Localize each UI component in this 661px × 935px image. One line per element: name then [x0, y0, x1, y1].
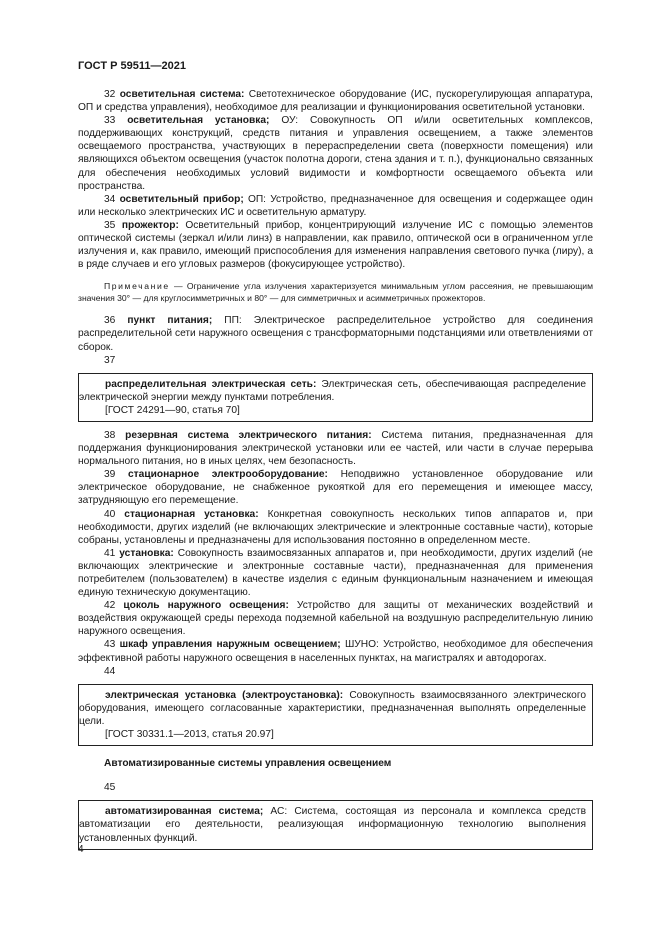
entry-number-44: 44: [104, 665, 116, 677]
section-title: Автоматизированные системы управления освещением: [104, 758, 392, 770]
entry-number: 32: [104, 89, 116, 100]
entry-number: 40: [104, 508, 116, 520]
term-entry-34: [78, 193, 593, 219]
source-reference: [ГОСТ 24291—90, статья 70]: [105, 404, 240, 416]
term-entry-33: [78, 114, 593, 193]
term-entry-37: [79, 378, 586, 404]
entry-number: 34: [104, 193, 116, 205]
entry-number: 33: [104, 115, 116, 127]
entry-number-37: 37: [104, 354, 116, 366]
term-name: шкаф управления наружным освещением;: [119, 639, 341, 651]
term-definition: ОУ: Совокупность ОП и/или осветительных комплексов, поддерживающих конструкций, средств питания и управления освещением, а также элементов освещаемого пространства, участвующих в перераспределении света (поверхности помещения) или являющихся объектом освещения (участок полотна дороги, стена здания и т. п.), функционально связанных для обеспечения необходимых условий видимости и комфортности освещаемого объекта или пространства.: [78, 115, 593, 192]
term-entry-32: [78, 88, 593, 114]
page-number: 4: [78, 844, 84, 855]
term-definition: АС: Система, состоящая из персонала и комплекса средств автоматизации его деятельности, реализующая информационную технологию выполнения установленных функций.: [79, 806, 586, 844]
term-name: автоматизированная система;: [105, 806, 264, 818]
note-text: — Ограничение угла излучения характеризуется минимальным углом рассеяния, не превышающим значения 30° — для круглосимметричных и 80° — для симметричных и асимметричных прожекторов.: [78, 281, 593, 303]
term-entry-43: [78, 638, 593, 664]
term-entry-38: [78, 429, 593, 468]
document-body: [78, 88, 593, 857]
entry-number: 39: [104, 469, 116, 481]
term-box-44: [78, 684, 593, 746]
term-definition: Конкретная совокупность нескольких типов аппаратов и, при необходимости, других изделий (не включающих электрические и электронные составные части), которые собраны, установлены и предназначены для использования постоянно в определенном месте.: [78, 508, 593, 546]
term-box-37: [78, 373, 593, 422]
term-definition: ПП: Электрическое распределительное устройство для соединения распределительной сети наружного освещения с трансформаторными подстанциями или ответвлениями от сборок.: [78, 315, 593, 353]
term-entry-36: [78, 314, 593, 353]
term-entry-45: [79, 805, 586, 844]
term-definition: Совокупность взаимосвязанного электрического оборудования, имеющего согласованные характеристики, предназначенная выполнять определенные цели.: [79, 689, 586, 727]
term-entry-39: [78, 468, 593, 507]
term-definition: Совокупность взаимосвязанных аппаратов и, при необходимости, других изделий (не включающих электрические и электронные составные части), предназначенная для применения потребителем (пользователем) в качестве изделия с единым функциональным назначением и имеющая единую техническую документацию.: [78, 547, 593, 599]
note-label: Примечание: [104, 281, 170, 292]
entry-number: 43: [104, 639, 116, 651]
term-name: цоколь наружного освещения:: [123, 600, 289, 612]
term-name: пункт питания;: [127, 315, 213, 327]
term-entry-44: [79, 689, 586, 728]
term-box-45: [78, 800, 593, 849]
term-name: электрическая установка (электроустановка):: [105, 689, 344, 701]
entry-number-45: 45: [104, 782, 116, 794]
term-definition: ОП: Устройство, предназначенное для освещения и содержащее один или несколько электрических ИС и осветительную арматуру.: [78, 193, 593, 218]
entry-number: 35: [104, 219, 116, 231]
entry-number: 38: [104, 429, 116, 441]
term-entry-35: [78, 219, 593, 271]
term-entry-42: [78, 599, 593, 638]
entry-number: 42: [104, 600, 116, 612]
term-definition: Электрическая сеть, обеспечивающая распределение электрической энергии между пунктами потребления.: [79, 378, 586, 403]
term-name: установка:: [119, 547, 174, 559]
term-definition: ШУНО: Устройство, необходимое для обеспечения эффективной работы наружного освещения в населенных пунктах, на магистралях и автодорогах.: [78, 639, 593, 664]
term-name: стационарное электрооборудование:: [128, 469, 328, 481]
term-name: осветительная установка;: [127, 115, 270, 127]
entry-number: 41: [104, 547, 116, 559]
term-entry-41: [78, 547, 593, 599]
term-name: резервная система электрического питания:: [125, 429, 372, 441]
standard-header: ГОСТ Р 59511—2021: [78, 60, 186, 72]
term-name: прожектор:: [121, 219, 179, 231]
term-entry-40: [78, 508, 593, 547]
term-name: стационарная установка:: [124, 508, 259, 520]
note-paragraph: [78, 281, 593, 304]
term-definition: Устройство для защиты от механических воздействий и воздействия окружающей среды перехода подземной кабельной на воздушную распределительную линию наружного освещения.: [78, 600, 593, 638]
term-definition: Осветительный прибор, концентрирующий излучение ИС с помощью элементов оптической системы (зеркал и/или линз) в направлении, как правило, оптической оси в ограниченном угле излучения и, как правило, имеющий приспособления для изменения направления светового пучка (лиру), а в ряде случаев и его угловых размеров (фокусирующее устройство).: [78, 219, 593, 271]
term-definition: Неподвижно установленное оборудование или электрическое оборудование, не снабженное рукояткой для его перемещения и имеющее массу, затрудняющую его перемещение.: [78, 469, 593, 507]
term-name: осветительный прибор;: [119, 193, 244, 205]
term-definition: Система питания, предназначенная для поддержания функционирования электрической установки или ее частей, или части в случае перерыва нормального питания, но в иных целях, чем безопасность.: [78, 429, 593, 468]
term-name: распределительная электрическая сеть:: [105, 378, 317, 390]
entry-number: 36: [104, 315, 116, 327]
source-reference: [ГОСТ 30331.1—2013, статья 20.97]: [105, 729, 274, 741]
term-definition: Светотехническое оборудование (ИС, пускорегулирующая аппаратура, ОП и средства управления), необходимое для реализации и функционирования осветительной установки.: [78, 89, 593, 114]
term-name: осветительная система:: [119, 89, 245, 100]
